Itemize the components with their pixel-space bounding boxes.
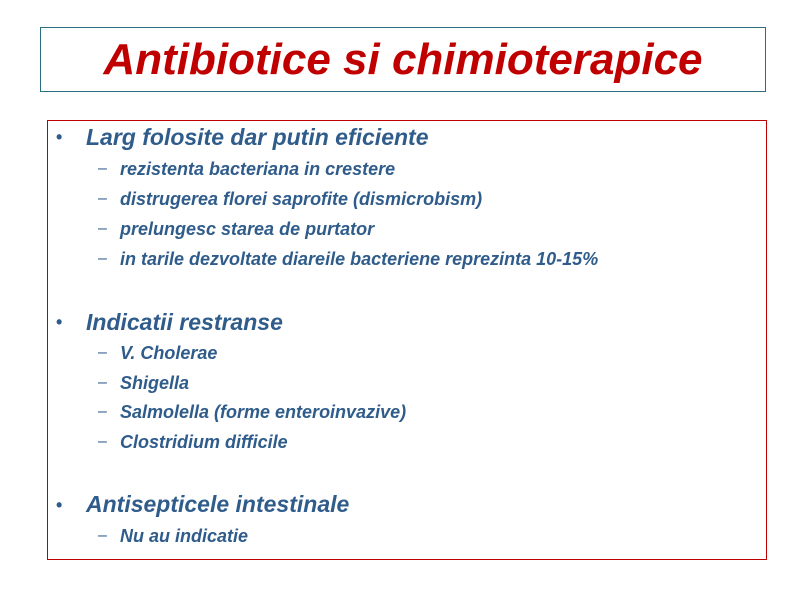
list-item: Clostridium difficile bbox=[120, 432, 288, 452]
dash-icon: – bbox=[98, 527, 107, 544]
list-item: Shigella bbox=[120, 373, 190, 393]
section-heading: Larg folosite dar putin eficiente bbox=[86, 124, 429, 150]
dash-icon: – bbox=[98, 403, 107, 420]
section-heading: Indicatii restranse bbox=[86, 309, 283, 335]
list-item: in tarile dezvoltate diareile bacteriene reprezinta 10-15% bbox=[120, 249, 599, 269]
list-item: V. Cholerae bbox=[120, 343, 218, 363]
dash-icon: – bbox=[98, 344, 107, 361]
bullet-icon: • bbox=[56, 127, 63, 147]
list-item: Salmolella (forme enteroinvazive) bbox=[120, 402, 407, 422]
dash-icon: – bbox=[98, 374, 107, 391]
slide-title: Antibiotice si chimioterapice bbox=[103, 34, 703, 84]
dash-icon: – bbox=[98, 250, 107, 267]
bullet-icon: • bbox=[56, 495, 63, 515]
dash-icon: – bbox=[98, 160, 107, 177]
list-item: prelungesc starea de purtator bbox=[120, 219, 375, 239]
dash-icon: – bbox=[98, 190, 107, 207]
content-box bbox=[47, 120, 767, 560]
list-item: distrugerea florei saprofite (dismicrobism) bbox=[120, 189, 483, 209]
section-heading: Antisepticele intestinale bbox=[86, 491, 350, 517]
list-item: Nu au indicatie bbox=[120, 526, 249, 546]
bullet-icon: • bbox=[56, 312, 63, 332]
dash-icon: – bbox=[98, 220, 107, 237]
title-box bbox=[40, 27, 766, 92]
dash-icon: – bbox=[98, 433, 107, 450]
list-item: rezistenta bacteriana in crestere bbox=[120, 159, 396, 179]
